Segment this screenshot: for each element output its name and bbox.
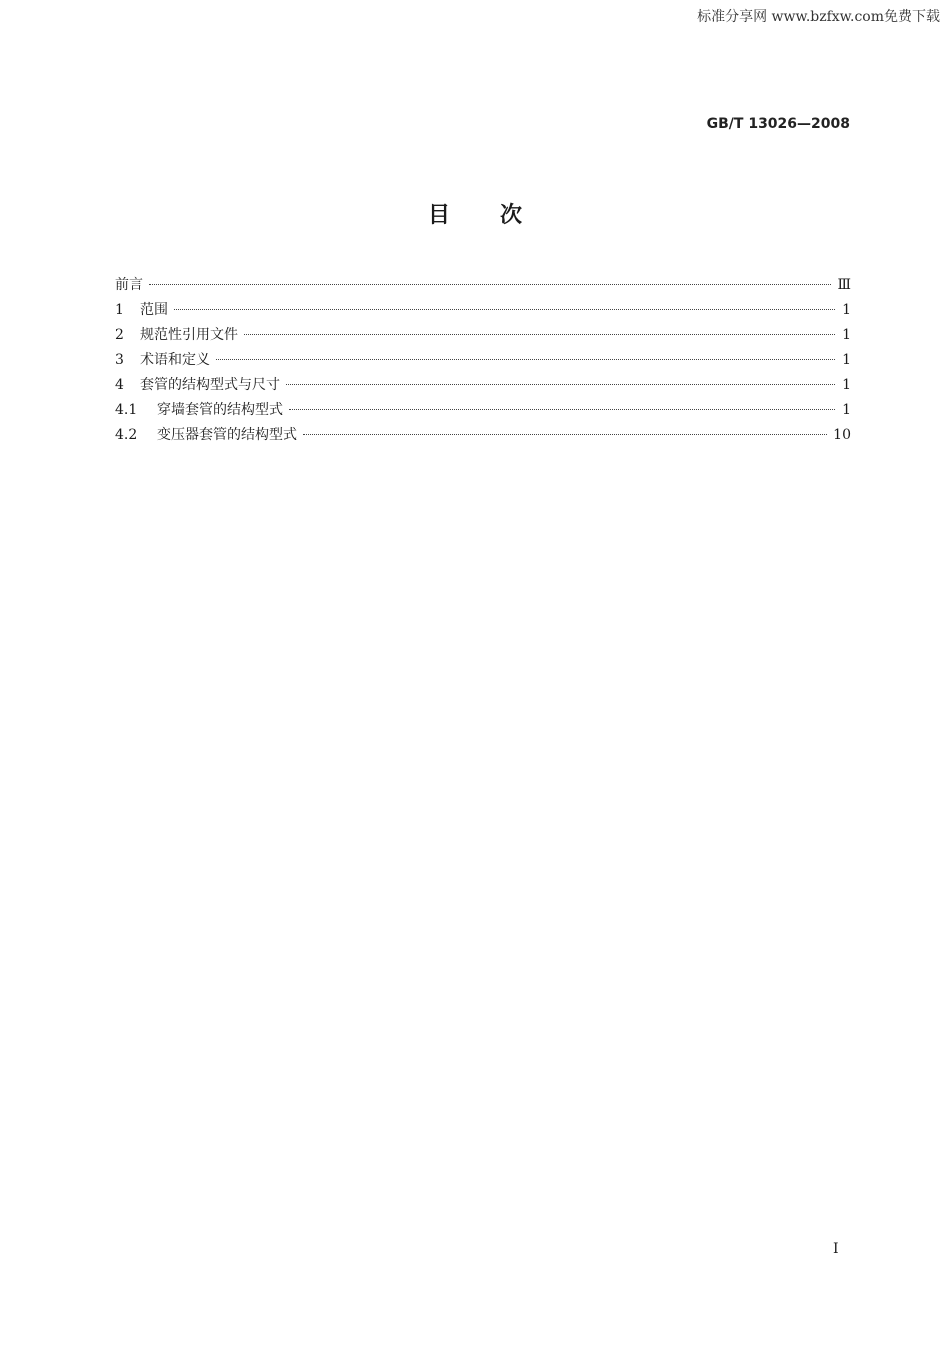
toc-entry-number: 3 xyxy=(115,352,124,368)
toc-entry-number: 1 xyxy=(115,302,124,318)
dot-leader xyxy=(174,309,835,310)
toc-entry-label: 变压器套管的结构型式 xyxy=(157,427,297,443)
watermark-text: 标准分享网 www.bzfxw.com免费下载 xyxy=(697,9,940,25)
toc-entry-page: 10 xyxy=(833,427,851,443)
toc-entry-page: 1 xyxy=(842,327,851,343)
toc-entry-foreword[interactable] xyxy=(115,274,851,299)
table-of-contents xyxy=(115,274,851,449)
page-number: I xyxy=(833,1241,839,1257)
dot-leader xyxy=(303,434,827,435)
toc-entry-label: 范围 xyxy=(140,302,168,318)
toc-entry-wall-bushing[interactable] xyxy=(115,399,851,424)
toc-entry-page: Ⅲ xyxy=(837,277,851,293)
toc-entry-page: 1 xyxy=(842,352,851,368)
toc-entry-label: 穿墙套管的结构型式 xyxy=(157,402,283,418)
dot-leader xyxy=(289,409,835,410)
dot-leader xyxy=(244,334,835,335)
toc-entry-label: 规范性引用文件 xyxy=(140,327,238,343)
toc-entry-scope[interactable] xyxy=(115,299,851,324)
toc-entry-page: 1 xyxy=(842,377,851,393)
toc-entry-page: 1 xyxy=(842,402,851,418)
toc-entry-label: 术语和定义 xyxy=(140,352,210,368)
dot-leader xyxy=(286,384,835,385)
toc-entry-transformer-bushing[interactable] xyxy=(115,424,851,449)
toc-entry-number: 4 xyxy=(115,377,124,393)
toc-entry-label: 套管的结构型式与尺寸 xyxy=(140,377,280,393)
standard-code: GB/T 13026—2008 xyxy=(706,116,850,132)
dot-leader xyxy=(149,284,831,285)
toc-entry-label: 前言 xyxy=(115,277,143,293)
toc-entry-number: 4.1 xyxy=(115,402,138,418)
toc-entry-page: 1 xyxy=(842,302,851,318)
toc-title: 目次 xyxy=(427,203,572,228)
toc-entry-terms-definitions[interactable] xyxy=(115,349,851,374)
toc-entry-number: 4.2 xyxy=(115,427,138,443)
toc-entry-number: 2 xyxy=(115,327,124,343)
toc-entry-normative-references[interactable] xyxy=(115,324,851,349)
toc-entry-bushing-structure[interactable] xyxy=(115,374,851,399)
dot-leader xyxy=(216,359,835,360)
